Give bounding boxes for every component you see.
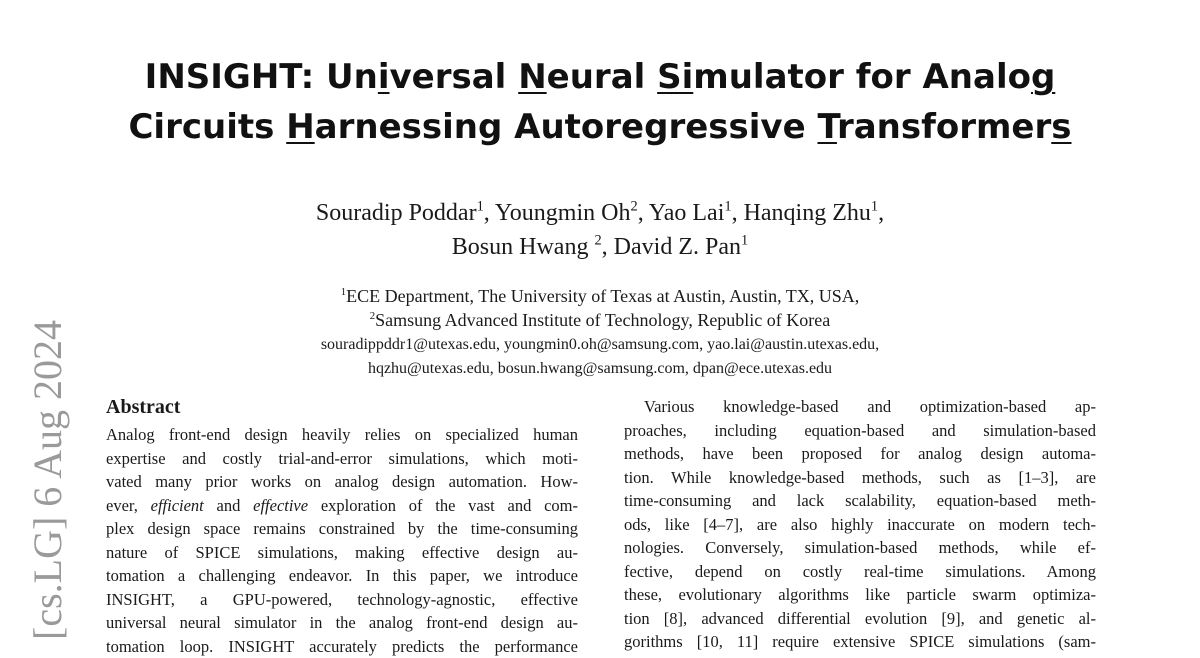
text-line: ods, like [4–7], are also highly inaccurate on modern tech- — [624, 513, 1096, 537]
author-line-2 — [0, 230, 1200, 264]
emphasis-efficient: efficient — [151, 496, 204, 515]
text-line: time-consuming and lack scalability, equation-based meth- — [624, 489, 1096, 513]
title-line-1 — [0, 52, 1200, 102]
affiliation-mark: 1 — [341, 286, 346, 298]
affiliation: $^1$ECE Department, The University of Texas at Austin, Austin, TX, USA, — [0, 284, 1200, 308]
email-line: hqzhu@utexas.edu, bosun.hwang@samsung.com, dpan@ece.utexas.edu — [0, 357, 1200, 381]
text-line: nature of SPICE simulations, making effective design au- — [106, 541, 578, 565]
author: Yao Lai$^1$, — [649, 200, 744, 226]
author: Youngmin Oh$^2$, — [495, 200, 649, 226]
title-underlined-letter: H — [286, 107, 314, 147]
author-affiliation-mark: 1 — [724, 199, 731, 215]
text-line: Various knowledge-based and optimization-based ap- — [624, 395, 1096, 419]
text-line: expertise and costly trial-and-error simulations, which moti- — [106, 447, 578, 471]
author-affiliation-mark: 2 — [594, 233, 601, 249]
text-line: tion [8], advanced differential evolution [9], and genetic al- — [624, 607, 1096, 631]
title-underlined-letter: i — [378, 57, 390, 97]
title-underlined-letter: N — [518, 57, 546, 97]
text-line: INSIGHT, a GPU-powered, technology-agnostic, effective — [106, 588, 578, 612]
author-affiliation-mark: 1 — [871, 199, 878, 215]
affiliation-mark: 2 — [370, 310, 375, 322]
introduction-paragraph — [624, 395, 1096, 654]
text-line: proaches, including equation-based and simulation-based — [624, 419, 1096, 443]
author-emails — [0, 333, 1200, 381]
paper-title — [0, 52, 1200, 152]
abstract-section — [106, 395, 578, 658]
author-list — [0, 196, 1200, 264]
title-text: INSIGHT: Un — [145, 57, 378, 97]
title-underlined-letter: s — [1051, 107, 1071, 147]
text-line: gorithms [10, 11] require extensive SPICE simulations (sam- — [624, 630, 1096, 654]
title-text: ransformer — [837, 107, 1051, 147]
title-underlined-letter: Si — [657, 57, 693, 97]
text-line: Analog front-end design heavily relies on specialized human — [106, 423, 578, 447]
text-line: tomation a challenging endeavor. In this paper, we introduce — [106, 564, 578, 588]
arxiv-identifier-stamp: [cs.LG] 6 Aug 2024 — [28, 320, 68, 640]
email-line: souradippddr1@utexas.edu, youngmin0.oh@samsung.com, yao.lai@austin.utexas.edu, — [0, 333, 1200, 357]
emphasis-effective: effective — [253, 496, 308, 515]
author: David Z. Pan$^1$ — [614, 234, 749, 260]
author-affiliation-mark: 1 — [741, 233, 748, 249]
title-text: arnessing Autoregressive — [315, 107, 818, 147]
text-line: vated many prior works on analog design automation. How- — [106, 470, 578, 494]
text-line: plex design space remains constrained by the time-consuming — [106, 517, 578, 541]
author: Hanqing Zhu$^1$, — [744, 200, 885, 226]
text-line: methods, have been proposed for analog design automa- — [624, 442, 1096, 466]
author-affiliation-mark: 1 — [477, 199, 484, 215]
affiliation: $^2$Samsung Advanced Institute of Technology, Republic of Korea — [0, 308, 1200, 332]
text-line: nologies. Conversely, simulation-based methods, while ef- — [624, 536, 1096, 560]
title-text: mulator for Analo — [693, 57, 1031, 97]
abstract-body — [106, 423, 578, 658]
title-line-2 — [0, 102, 1200, 152]
text-line: ever, efficient and effective exploration of the vast and com- — [106, 494, 578, 518]
text-line: fective, depend on costly real-time simulations. Among — [624, 560, 1096, 584]
text-line: universal neural simulator in the analog front-end design au- — [106, 611, 578, 635]
abstract-heading: Abstract — [106, 395, 578, 419]
text-line: tomation loop. INSIGHT accurately predicts the performance — [106, 635, 578, 658]
title-text: Circuits — [128, 107, 286, 147]
title-underlined-letter: T — [817, 107, 836, 147]
author: Souradip Poddar$^1$, — [316, 200, 495, 226]
affiliations — [0, 284, 1200, 332]
text-line: these, evolutionary algorithms like particle swarm optimiza- — [624, 583, 1096, 607]
text-line: tion. While knowledge-based methods, such as [1–3], are — [624, 466, 1096, 490]
author-affiliation-mark: 2 — [630, 199, 637, 215]
title-underlined-letter: g — [1031, 57, 1055, 97]
title-text: versal — [390, 57, 519, 97]
author: Bosun Hwang $^2$, — [452, 234, 614, 260]
author-line-1 — [0, 196, 1200, 230]
title-text: eural — [547, 57, 657, 97]
